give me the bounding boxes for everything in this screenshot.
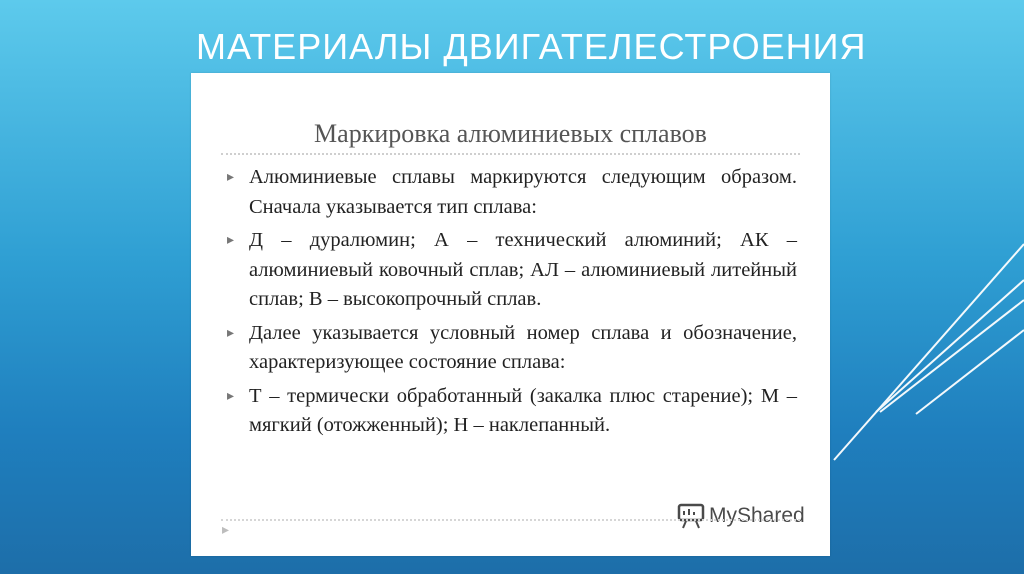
slide-title: МАТЕРИАЛЫ ДВИГАТЕЛЕСТРОЕНИЯ (196, 26, 867, 67)
bullet-text: Далее указывается условный номер сплава и обозначение, характеризующее состояние сплава: (249, 321, 797, 373)
heading-divider (221, 153, 800, 155)
bullet-text: Д – дуралюмин; А – технический алюминий; АК – алюминиевый ковочный сплав; АЛ – алюминиевый литейный сплав; В – высокопрочный сплав. (249, 229, 797, 310)
deco-line-1 (834, 244, 1024, 460)
content-panel (191, 73, 830, 556)
panel-heading: Маркировка алюминиевых сплавов (314, 119, 707, 148)
bullet-text: Т – термически обработанный (закалка плюс старение); М – мягкий (отожженный); Н – наклепанный. (249, 384, 797, 436)
bullet-list (227, 163, 797, 445)
watermark-text: MyShared (709, 504, 805, 527)
list-item (227, 163, 797, 222)
triangle-right-icon: ▸ (227, 388, 235, 404)
triangle-right-icon: ▸ (227, 325, 235, 341)
deco-line-2 (876, 280, 1024, 412)
list-item (227, 382, 797, 441)
deco-line-3 (880, 300, 1024, 412)
footer-divider (221, 519, 800, 521)
list-item (227, 226, 797, 315)
triangle-right-icon: ▸ (227, 170, 235, 185)
triangle-right-icon: ▸ (227, 233, 235, 248)
deco-line-4 (916, 330, 1024, 414)
bullet-text: Алюминиевые сплавы маркируются следующим образом. Сначала указывается тип сплава: (249, 166, 797, 218)
watermark (677, 503, 805, 529)
footer-arrow-icon: ▸ (222, 521, 230, 537)
presentation-board-icon (677, 503, 705, 529)
list-item (227, 319, 797, 378)
